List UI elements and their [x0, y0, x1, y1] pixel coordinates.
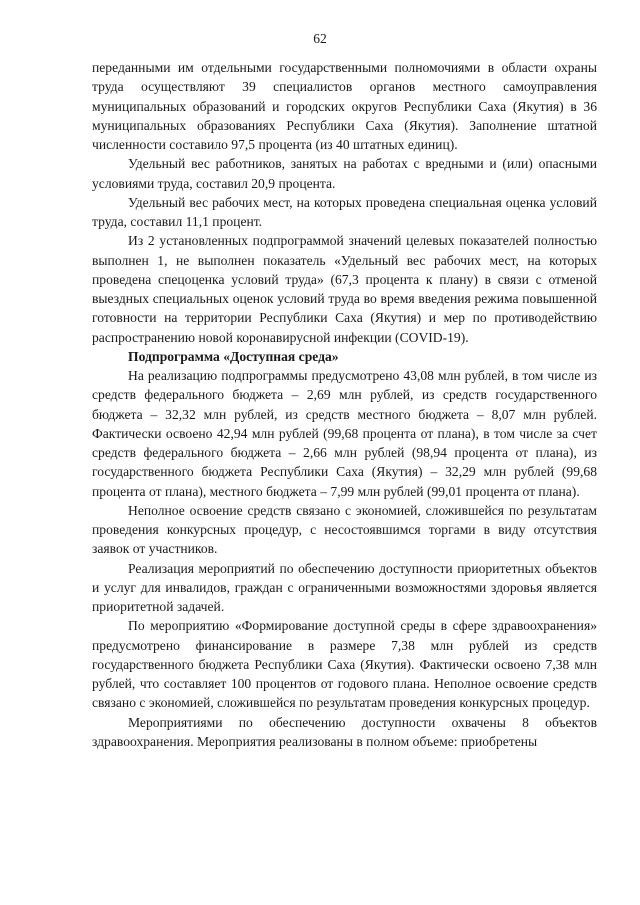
document-body — [92, 58, 597, 751]
page-number: 62 — [313, 31, 327, 46]
paragraph-accessibility-priority: Реализация мероприятий по обеспечению доступности приоритетных объектов и услуг для инвалидов, граждан с ограниченными возможностями здоровья является приоритетной задачей. — [92, 560, 597, 614]
subprogram-heading: Подпрограмма «Доступная среда» — [128, 348, 339, 364]
paragraph-underutilization: Неполное освоение средств связано с экономией, сложившейся по результатам проведения конкурсных процедур, с несостоявшимся торгами в виду отсутствия заявок от участников. — [92, 502, 597, 557]
paragraph-harmful-conditions: Удельный вес работников, занятых на работах с вредными и (или) опасными условиями труда, составил 20,9 процента. — [92, 156, 597, 191]
paragraph-continuation: переданными им отдельными государственными полномочиями в области охраны труда осуществляют 39 специалистов органов местного самоуправления муниципальных образований и городских округов Республики Саха (Якутия) в 36 муниципальных образованиях Республики Саха (Якутия). Заполнение штатной численности составило 97,5 процента (из 40 штатных единиц). — [92, 60, 597, 152]
paragraph-target-indicators: Из 2 установленных подпрограммой значений целевых показателей полностью выполнен 1, не выполнен показатель «Удельный вес рабочих мест, на которых проведена спецоценка условий труда» (67,3 процента к плану) в связи с отменой выездных специальных оценок условий труда во время введения режима повышенной готовности на территории Республики Саха (Якутия) и мер по противодействию распространению новой коронавирусной инфекции (COVID-19). — [92, 233, 597, 345]
paragraph-funding: На реализацию подпрограммы предусмотрено 43,08 млн рублей, в том числе из средств федерального бюджета – 2,69 млн рублей, из средств государственного бюджета – 32,32 млн рублей, из средств местного бюджета – 8,07 млн рублей. Фактически освоено 42,94 млн рублей (99,68 процента от плана), в том числе за счет средств федерального бюджета – 2,66 млн рублей (98,94 процента от плана), из государственного бюджета Республики Саха (Якутия) – 32,29 млн рублей (99,68 процента от плана), местного бюджета – 7,99 млн рублей (99,01 процента от плана). — [92, 368, 597, 499]
paragraph-healthcare-measure: По мероприятию «Формирование доступной среды в сфере здравоохранения» предусмотрено финансирование в размере 7,38 млн рублей из средств государственного бюджета Республики Саха (Якутия). Фактически освоено 7,38 млн рублей, что составляет 100 процентов от годового плана. Неполное освоение средств связано с экономией, сложившейся по результатам проведения конкурсных процедур. — [92, 618, 597, 711]
paragraph-special-assessment: Удельный вес рабочих мест, на которых проведена специальная оценка условий труда, составил 11,1 процент. — [92, 194, 597, 229]
paragraph-healthcare-objects: Мероприятиями по обеспечению доступности охвачены 8 объектов здравоохранения. Мероприятия реализованы в полном объеме: приобретены — [92, 714, 597, 749]
